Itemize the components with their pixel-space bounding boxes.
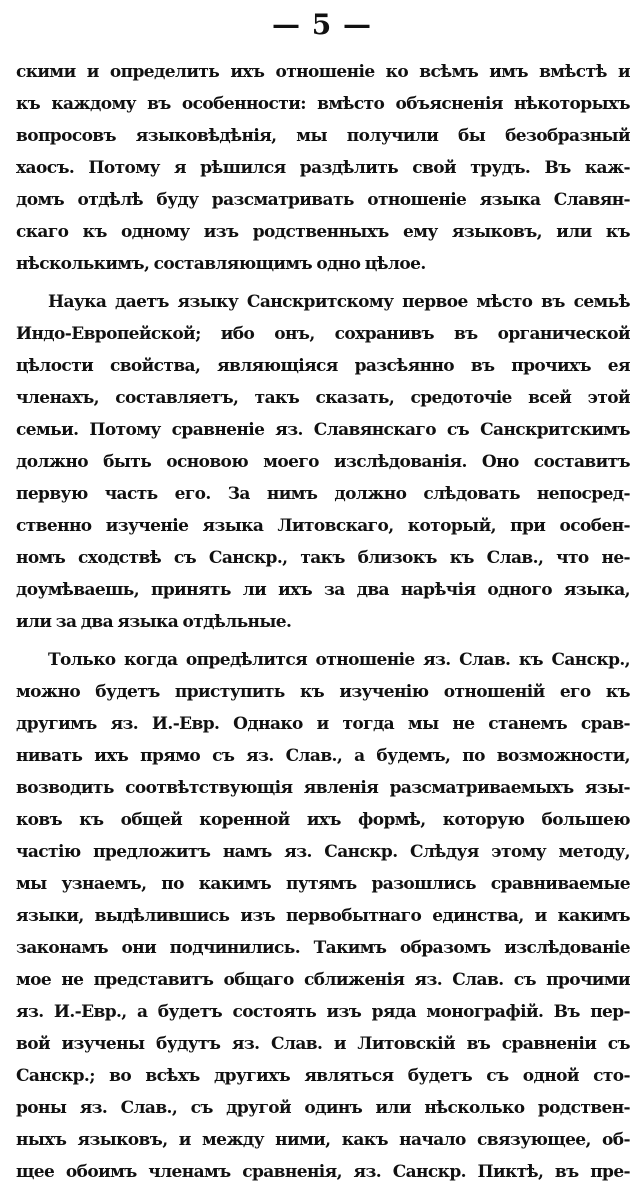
text-line: къ каждому въ особенности: вмѣсто объясненія нѣкоторыхъ — [16, 94, 630, 114]
text-line: домъ отдѣлѣ буду разсматривать отношеніе языка Славян- — [16, 190, 630, 210]
text-line: законамъ они подчинились. Такимъ образомъ изслѣдованіе — [16, 938, 630, 958]
text-line: частію предложитъ намъ яз. Санскр. Слѣдуя этому методу, — [16, 842, 630, 862]
text-line: Индо-Европейской; ибо онъ, сохранивъ въ органической — [16, 324, 630, 344]
text-line: первую часть его. За нимъ должно слѣдовать непосред- — [16, 484, 630, 504]
page-number-header: — 5 — — [272, 8, 372, 41]
text-line: яз. И.-Евр., а будетъ состоять изъ ряда монографій. Въ пер- — [16, 1002, 630, 1022]
text-line: мы узнаемъ, по какимъ путямъ разошлись сравниваемые — [16, 874, 630, 894]
text-line: другимъ яз. И.-Евр. Однако и тогда мы не станемъ срав- — [16, 714, 630, 734]
text-line: возводить соотвѣтствующія явленія разсматриваемыхъ язы- — [16, 778, 630, 798]
text-line: должно быть основою моего изслѣдованія. Оно составитъ — [16, 452, 630, 472]
text-line: ковъ къ общей коренной ихъ формѣ, которую большею — [16, 810, 630, 830]
text-line: цѣлости свойства, являющіяся разсѣянно въ прочихъ ея — [16, 356, 630, 376]
text-line: языки, выдѣлившись изъ первобытнаго единства, и какимъ — [16, 906, 630, 926]
text-line: ныхъ языковъ, и между ними, какъ начало связующее, об- — [16, 1130, 630, 1150]
paragraph-2 — [16, 286, 630, 638]
text-line: мое не представитъ общаго сближенія яз. Слав. съ прочими — [16, 970, 630, 990]
text-line: хаосъ. Потому я рѣшился раздѣлить свой трудъ. Въ каж- — [16, 158, 630, 178]
paragraph-3 — [16, 644, 630, 1188]
text-line: доумѣваешь, принять ли ихъ за два нарѣчія одного языка, — [16, 580, 630, 600]
text-line: или за два языка отдѣльные. — [16, 612, 292, 632]
text-line: Только когда опредѣлится отношеніе яз. Слав. къ Санскр., — [48, 650, 630, 670]
text-line: семьи. Потому сравненіе яз. Славянскаго съ Санскритскимъ — [16, 420, 630, 440]
text-line: членахъ, составляетъ, такъ сказать, средоточіе всей этой — [16, 388, 630, 408]
text-line: скаго къ одному изъ родственныхъ ему языковъ, или къ — [16, 222, 630, 242]
text-line: ственно изученіе языка Литовскаго, который, при особен- — [16, 516, 630, 536]
text-line: номъ сходствѣ съ Санскр., такъ близокъ къ Слав., что не- — [16, 548, 630, 568]
text-line: нѣсколькимъ, составляющимъ одно цѣлое. — [16, 254, 426, 274]
text-line: роны яз. Слав., съ другой одинъ или нѣсколько родствен- — [16, 1098, 630, 1118]
body-text — [16, 56, 630, 1188]
text-line: вой изучены будутъ яз. Слав. и Литовскій въ сравненіи съ — [16, 1034, 630, 1054]
text-line: вопросовъ языковѣдѣнія, мы получили бы безобразный — [16, 126, 630, 146]
text-line: щее обоимъ членамъ сравненія, яз. Санскр. Пиктѣ, въ пре- — [16, 1162, 630, 1182]
paragraph-1 — [16, 56, 630, 280]
text-line: Наука даетъ языку Санскритскому первое мѣсто въ семьѣ — [48, 292, 630, 312]
text-line: нивать ихъ прямо съ яз. Слав., а будемъ, по возможности, — [16, 746, 630, 766]
text-line: скими и определить ихъ отношеніе ко всѣмъ имъ вмѣстѣ и — [16, 62, 630, 82]
text-line: Санскр.; во всѣхъ другихъ являться будетъ съ одной сто- — [16, 1066, 630, 1086]
text-line: можно будетъ приступить къ изученію отношеній его къ — [16, 682, 630, 702]
